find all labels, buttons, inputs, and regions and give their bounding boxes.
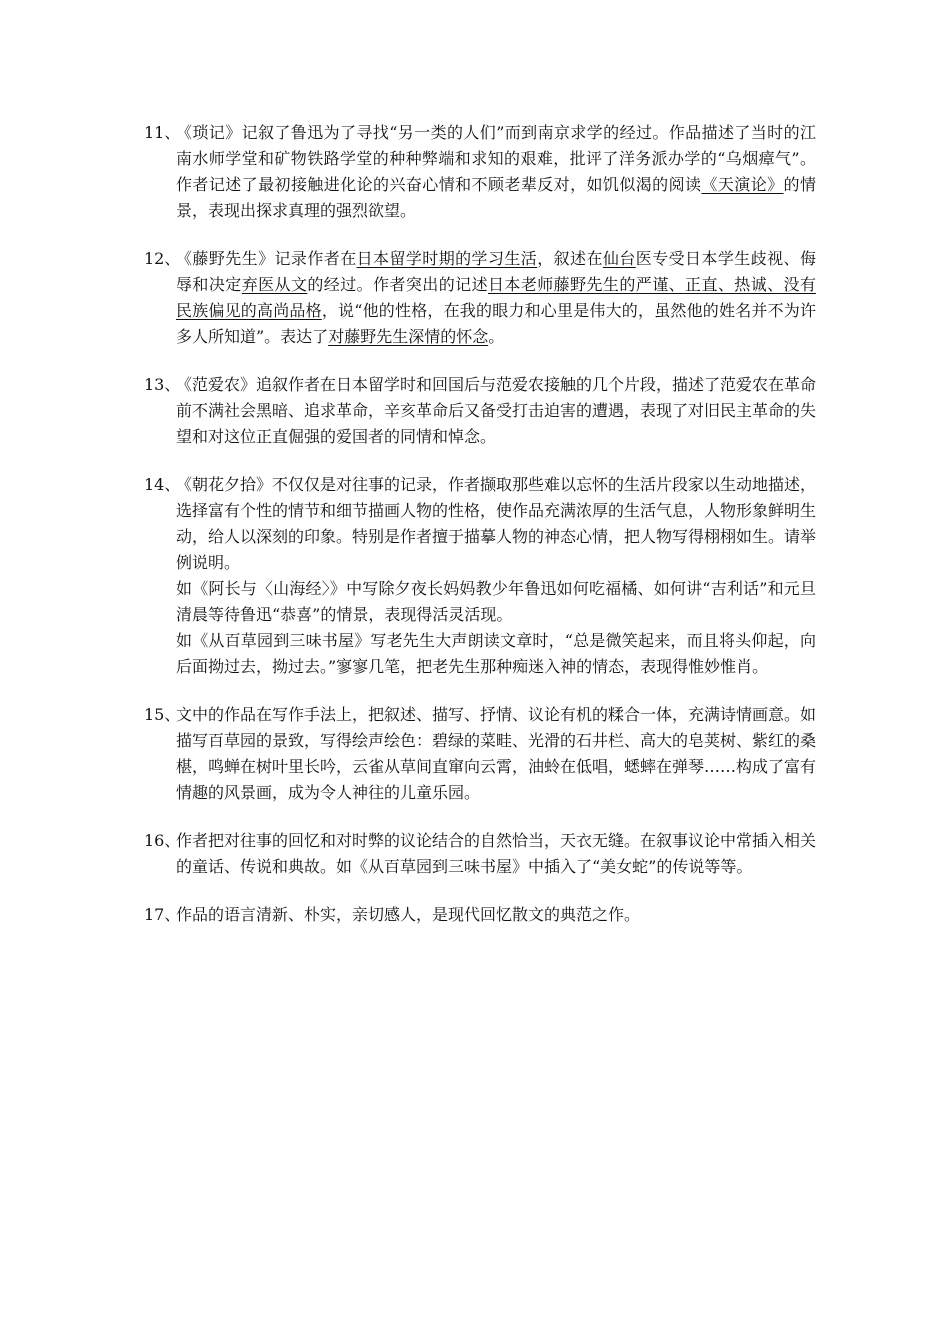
numbered-item [144, 902, 816, 928]
paragraph-text: 《琐记》记叙了鲁迅为了寻找“另一类的人们”而到南京求学的经过。作品描述了当时的江南水师学堂和矿物铁路学堂的种种弊端和求知的艰难，批评了洋务派办学的“乌烟瘴气”。作者记述了最初接触进化论的兴奋心情和不顾老辈反对，如饥似渴的阅读 [176, 123, 816, 194]
paragraph-text: 的情景，表现出探求真理的强烈欲望。 [176, 175, 816, 220]
item-paragraph [176, 246, 816, 350]
underlined-text: 日本老师藤野先生的严谨、正直、热诚、没有民族偏见的高尚品格 [176, 275, 816, 320]
item-paragraph [176, 828, 816, 880]
paragraph-text: 。 [488, 327, 505, 346]
item-paragraph [176, 372, 816, 450]
underlined-text: 仙台 [602, 249, 636, 268]
item-body [176, 702, 816, 806]
item-number: 17、 [144, 905, 181, 924]
paragraph-text: 作者把对往事的回忆和对时弊的议论结合的自然恰当，天衣无缝。在叙事议论中常插入相关的童话、传说和典故。如《从百草园到三味书屋》中插入了“美女蛇”的传说等等。 [176, 831, 817, 876]
example-paragraph: 如《阿长与〈山海经〉》中写除夕夜长妈妈教少年鲁迅如何吃福橘、如何讲“吉利话”和元旦清晨等待鲁迅“恭喜”的情景，表现得活灵活现。 [176, 579, 816, 624]
paragraph-text: 文中的作品在写作手法上，把叙述、描写、抒情、议论有机的糅合一体，充满诗情画意。如描写百草园的景致，写得绘声绘色：碧绿的菜畦、光滑的石井栏、高大的皂荚树、紫红的桑椹，鸣蝉在树叶里长吟，云雀从草间直窜向云霄，油蛉在低唱，蟋蟀在弹琴……构成了富有情趣的风景画，成为令人神往的儿童乐园。 [176, 705, 817, 802]
document-body [144, 120, 816, 950]
item-number: 16、 [144, 831, 181, 850]
paragraph-text: ，叙述在 [537, 249, 603, 268]
numbered-item [144, 120, 816, 224]
numbered-item [144, 372, 816, 450]
item-body [176, 246, 816, 350]
item-body [176, 902, 816, 928]
item-body [176, 472, 816, 680]
paragraph-text: 的经过。作者突出的记述 [307, 275, 488, 294]
underlined-text: 日本留学时期的学习生活 [356, 249, 538, 268]
item-number: 14、 [144, 475, 181, 494]
item-paragraph [176, 702, 816, 806]
item-paragraph [176, 902, 816, 928]
numbered-item [144, 472, 816, 680]
paragraph-text: 《朝花夕拾》不仅仅是对往事的记录，作者撷取那些难以忘怀的生活片段家以生动地描述，选择富有个性的情节和细节描画人物的性格，使作品充满浓厚的生活气息，人物形象鲜明生动，给人以深刻的印象。特别是作者擅于描摹人物的神态心情，把人物写得栩栩如生。请举例说明。 [176, 475, 817, 572]
item-body [176, 828, 816, 880]
paragraph-text: 作品的语言清新、朴实，亲切感人，是现代回忆散文的典范之作。 [176, 905, 641, 924]
item-number: 13、 [144, 375, 181, 394]
underlined-text: 弃医从文 [241, 275, 308, 294]
underlined-text: 《天演论》 [701, 175, 784, 194]
example-paragraph: 如《从百草园到三味书屋》写老先生大声朗读文章时，“总是微笑起来，而且将头仰起，向后面拗过去，拗过去。”寥寥几笔，把老先生那种痴迷入神的情态，表现得惟妙惟肖。 [176, 631, 816, 676]
item-number: 11、 [144, 123, 181, 142]
item-paragraph [176, 120, 816, 224]
numbered-item [144, 828, 816, 880]
item-number: 12、 [144, 249, 181, 268]
item-body [176, 372, 816, 450]
numbered-item [144, 702, 816, 806]
underlined-text: 对藤野先生深情的怀念 [328, 327, 489, 346]
item-number: 15、 [144, 705, 181, 724]
paragraph-text: 《藤野先生》记录作者在 [176, 249, 357, 268]
paragraph-text: 医专受日本学生歧视、侮辱和决定 [176, 249, 816, 294]
numbered-item [144, 246, 816, 350]
item-body [176, 120, 816, 224]
item-paragraph [176, 472, 816, 576]
paragraph-text: 《范爱农》追叙作者在日本留学时和回国后与范爱农接触的几个片段，描述了范爱农在革命前不满社会黑暗、追求革命，辛亥革命后又备受打击迫害的遭遇，表现了对旧民主革命的失望和对这位正直倔强的爱国者的同情和悼念。 [176, 375, 817, 446]
paragraph-text: ，说“他的性格，在我的眼力和心里是伟大的，虽然他的姓名并不为许多人所知道”。表达了 [176, 301, 816, 346]
